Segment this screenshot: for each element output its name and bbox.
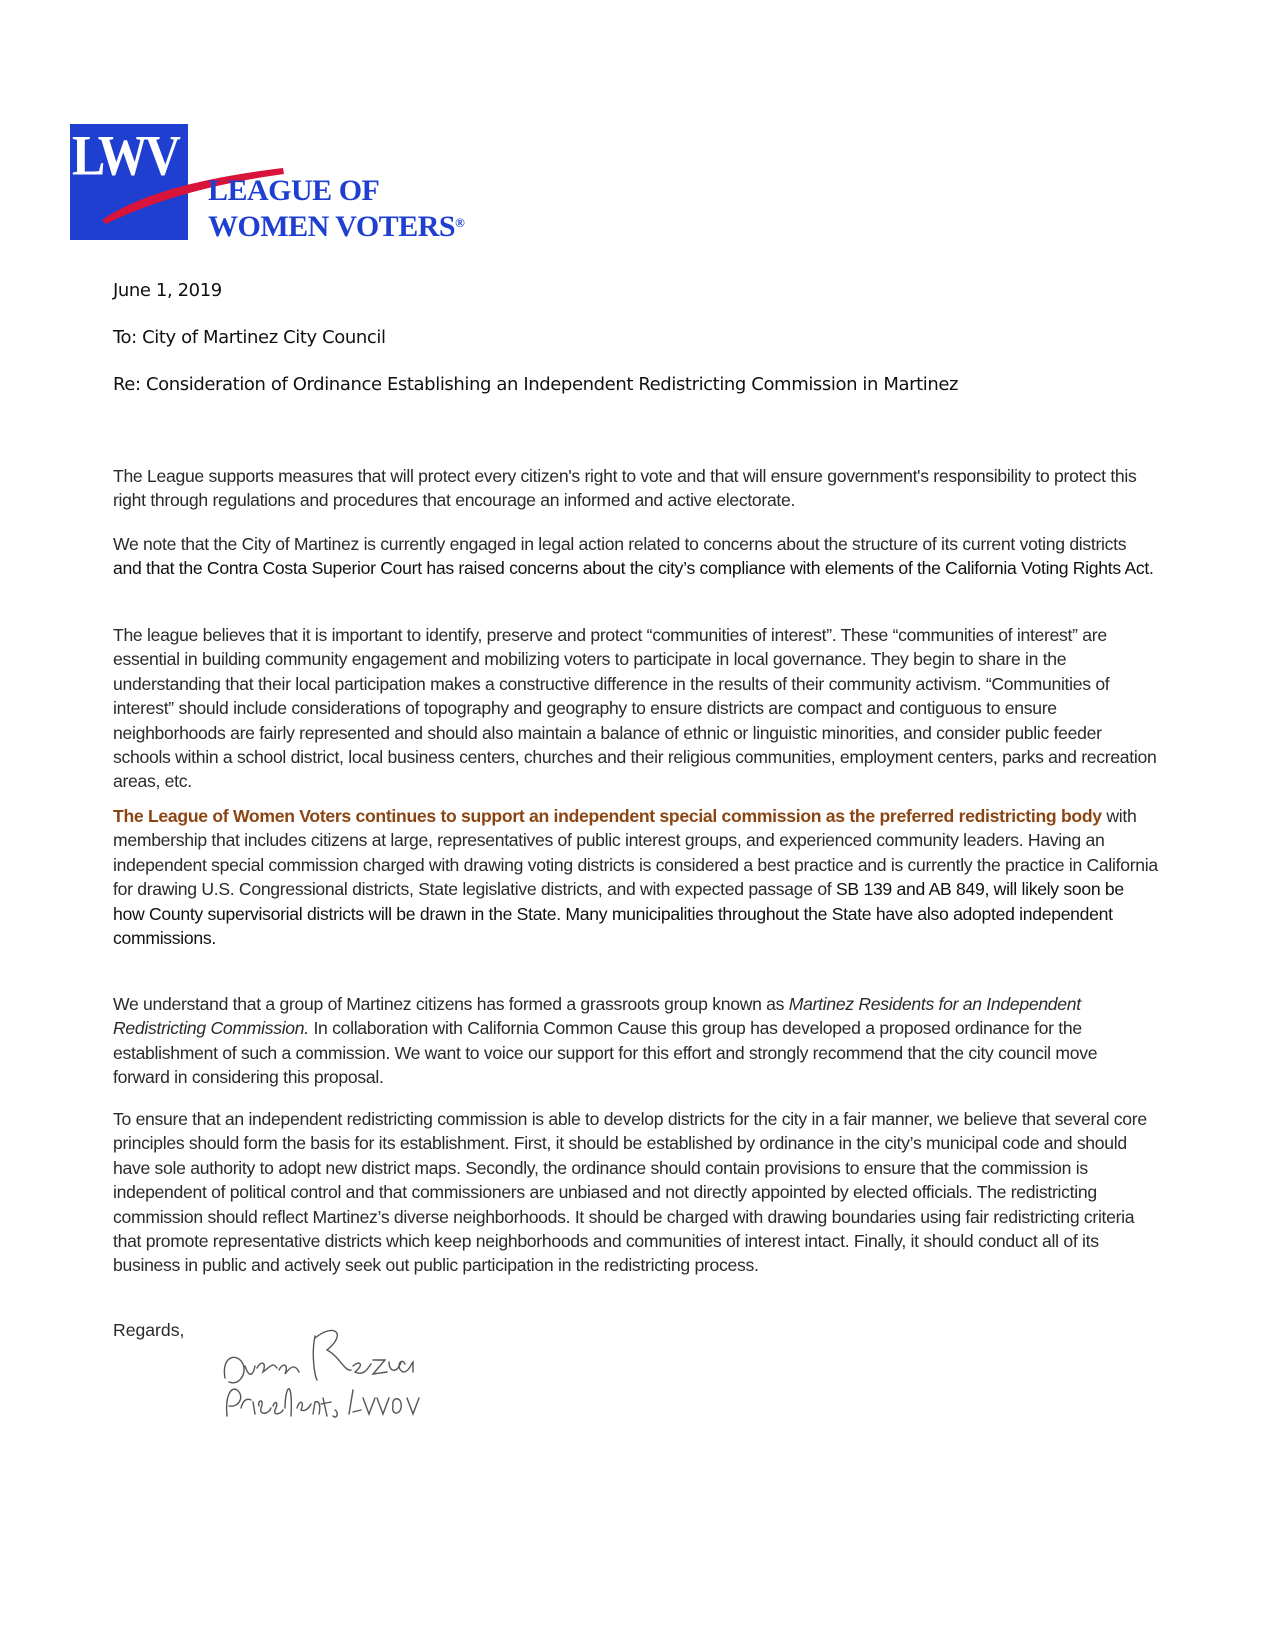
paragraph-1: The League supports measures that will protect every citizen's right to vote and that will ensure government's responsibility to protect this right through regulations and procedures that encourage an informed and active electorate.: [113, 466, 1137, 511]
paragraph-6: To ensure that an independent redistricting commission is able to develop districts for the city in a fair manner, we believe that several core principles should form the basis for its establishment. First, it should be established by ordinance in the city’s municipal code and should have sole authority to adopt new district maps. Secondly, the ordinance should contain provisions to ensure that the commission is independent of political control and that commissioners are unbiased and not directly appointed by elected officials. The redistricting commission should reflect Martinez’s diverse neighborhoods. It should be charged with drawing boundaries using fair redistricting criteria that promote representative districts which keep neighborhoods and communities of interest intact. Finally, it should conduct all of its business in public and actively seek out public participation in the redistricting process.: [113, 1109, 1147, 1276]
letter-subject: Re: Consideration of Ordinance Establishing an Independent Redistricting Commission in Martinez: [113, 374, 959, 395]
registered-mark: ®: [455, 215, 465, 230]
emphasis-statement: The League of Women Voters continues to support an independent special commission as the preferred redistricting body: [113, 806, 1102, 826]
letter-recipient: To: City of Martinez City Council: [113, 327, 386, 348]
lwv-logo: [70, 124, 490, 242]
paragraph-4: The League of Women Voters continues to support an independent special commission as the preferred redistricting body with membership that includes citizens at large, representatives of public interest groups, and experienced community leaders. Having an independent special commission charged with drawing voting districts is considered a best practice and is currently the practice in California for drawing U.S. Congressional districts, State legislative districts, and with expected passage of SB 139 and AB 849, will likely soon be how County supervisorial districts will be drawn in the State. Many municipalities throughout the State have also adopted independent commissions.: [113, 806, 1158, 949]
handwritten-signature: [215, 1316, 515, 1426]
closing-regards: Regards,: [113, 1320, 185, 1340]
group-name: Martinez Residents for an Independent Redistricting Commission.: [113, 994, 1081, 1039]
org-name-line1: LEAGUE OF: [208, 174, 380, 207]
paragraph-2: We note that the City of Martinez is currently engaged in legal action related to concerns about the structure of its current voting districts and that the Contra Costa Superior Court has raised concerns about the city’s compliance with elements of the California Voting Rights Act.: [113, 534, 1154, 579]
org-name-line2: WOMEN VOTERS®: [208, 210, 465, 243]
letter-date: June 1, 2019: [113, 280, 222, 301]
logo-mark: LWV: [72, 122, 178, 187]
paragraph-3: The league believes that it is important to identify, preserve and protect “communities of interest”. These “communities of interest” are essential in building community engagement and mobilizing voters to participate in local governance. They begin to share in the understanding that their local participation makes a constructive difference in the results of their community activism. “Communities of interest” should include considerations of topography and geography to ensure districts are compact and contiguous to ensure neighborhoods are fairly represented and should also maintain a balance of ethnic or linguistic minorities, and consider public feeder schools within a school district, local business centers, churches and their religious communities, employment centers, parks and recreation areas, etc.: [113, 625, 1157, 792]
paragraph-5: We understand that a group of Martinez citizens has formed a grassroots group known as Martinez Residents for an Independent Redistricting Commission. In collaboration with California Common Cause this group has developed a proposed ordinance for the establishment of such a commission. We want to voice our support for this effort and strongly recommend that the city council move forward in considering this proposal.: [113, 994, 1098, 1088]
